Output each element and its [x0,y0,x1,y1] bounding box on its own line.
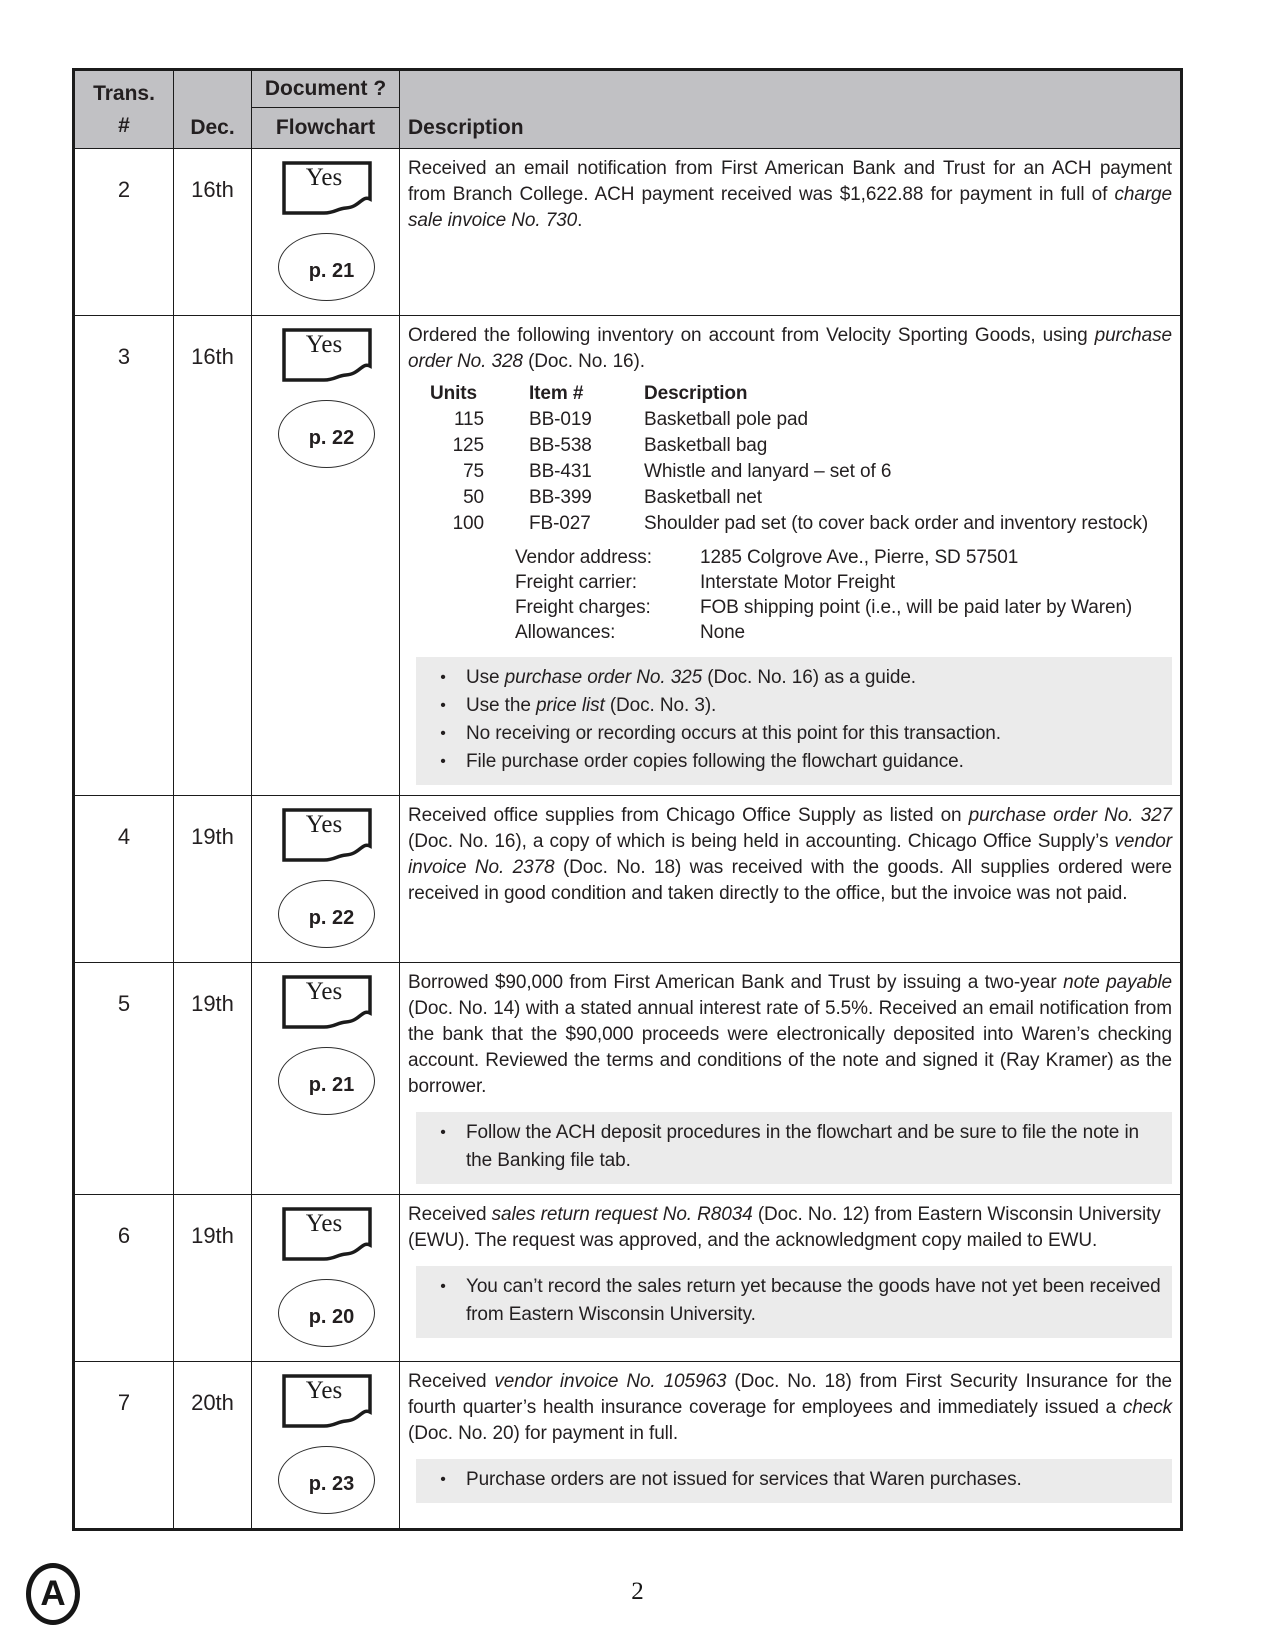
item-cell: BB-538 [529,435,592,456]
bullet-text: Use purchase order No. 325 (Doc. No. 16) as a guide. [466,667,916,688]
info-row [515,595,1172,620]
item-cell: 115 [454,409,484,430]
transaction-row [74,796,1182,963]
note-bullets [416,1459,1172,1503]
note-bullet [416,1273,1166,1329]
description-paragraph: Received sales return request No. R8034 (Doc. No. 12) from Eastern Wisconsin University (EWU). The request was approved, and the acknowledgment copy mailed to EWU. [408,1204,1161,1251]
transaction-date: 16th [174,149,252,316]
bullet-dot-icon: • [440,1278,446,1295]
flowchart-cell [252,316,400,796]
transaction-date: 16th [174,316,252,796]
transaction-number: 7 [74,1362,174,1530]
item-row [424,407,1172,433]
flowchart-page-ref: p. 20 [308,1305,355,1328]
item-row [424,485,1172,511]
flowchart-cell [252,963,400,1195]
table-header [74,70,1182,149]
flowchart-cell [252,149,400,316]
header-flowchart [252,108,400,149]
header-description-label: Description [408,116,524,139]
flowchart-page-connector [278,233,375,301]
item-row [424,433,1172,459]
description-paragraph: Received vendor invoice No. 105963 (Doc. No. 18) from First Security Insurance for the fourth quarter’s health insurance coverage for employees and immediately issued a check (Doc. No. 20) for payment in full. [408,1371,1173,1444]
description-paragraph: Ordered the following inventory on account from Velocity Sporting Goods, using purchase order No. 328 (Doc. No. 16). [408,325,1172,372]
item-cell: Basketball pole pad [644,409,808,430]
header-dec-label: Dec. [190,116,235,139]
item-row [424,459,1172,485]
transaction-date: 20th [174,1362,252,1530]
header-description [400,70,1182,149]
bullet-dot-icon: • [440,753,446,770]
transaction-row [74,1362,1182,1530]
flowchart-page-connector [278,1279,375,1347]
note-bullet [416,692,1166,720]
transaction-number: 4 [74,796,174,963]
item-cell: Shoulder pad set (to cover back order and inventory restock) [644,513,1149,534]
bullet-text: You can’t record the sales return yet because the goods have not yet been received from Eastern Wisconsin University. [466,1276,1161,1325]
transaction-number: 5 [74,963,174,1195]
flowchart-page-ref: p. 22 [308,426,355,449]
flowchart-page-ref: p. 23 [308,1472,355,1495]
info-row [515,620,1172,645]
note-bullet [416,720,1166,748]
transaction-date: 19th [174,796,252,963]
description-paragraph: Received an email notification from First American Bank and Trust for an ACH payment from Branch College. ACH payment received was $1,622.88 for payment in full of charge sale invoice No. 730. [408,158,1172,231]
flowchart-page-connector [278,880,375,948]
document-symbol-label: Yes [305,1377,343,1404]
info-label: Allowances: [515,622,616,643]
document-symbol-label: Yes [305,811,343,838]
info-row [515,570,1172,595]
header-number-sign: # [118,113,130,137]
bullet-dot-icon: • [440,669,446,686]
transaction-date: 19th [174,963,252,1195]
document-flowchart-symbol [282,975,372,1031]
note-bullet [416,664,1166,692]
item-cell: BB-399 [529,487,592,508]
item-cell: 100 [452,513,484,534]
bullet-dot-icon: • [440,1124,446,1141]
item-cell: Basketball bag [644,435,768,456]
table-body [74,149,1182,1530]
info-value: Interstate Motor Freight [700,572,896,593]
items-header-cell: Description [644,383,748,404]
flowchart-page-connector [278,1047,375,1115]
transaction-row [74,1195,1182,1362]
item-cell: 125 [452,435,484,456]
note-bullets [416,1266,1172,1338]
document-symbol-label: Yes [305,1210,343,1237]
transaction-number: 2 [74,149,174,316]
order-info [515,545,1172,645]
item-cell: Whistle and lanyard – set of 6 [644,461,892,482]
flowchart-page-ref: p. 21 [308,1073,355,1096]
note-bullet [416,1119,1166,1175]
document-symbol-label: Yes [305,164,343,191]
items-header-cell: Item # [529,383,584,404]
transaction-row [74,963,1182,1195]
item-cell: 50 [463,487,484,508]
flowchart-page-connector [278,1446,375,1514]
description-cell [400,1362,1182,1530]
bullet-text: Purchase orders are not issued for services that Waren purchases. [466,1469,1022,1490]
info-value: 1285 Colgrove Ave., Pierre, SD 57501 [700,547,1019,568]
item-cell: BB-019 [529,409,592,430]
note-bullets [416,1112,1172,1184]
item-cell: FB-027 [529,513,591,534]
bullet-text: Use the price list (Doc. No. 3). [466,695,717,716]
header-dec [174,70,252,149]
description-paragraph: Borrowed $90,000 from First American Bank and Trust by issuing a two-year note payable (Doc. No. 14) with a stated annual interest rate of 5.5%. Received an email notification from the bank that the $90,000 proceeds were electronically deposited into Waren’s checking account. Reviewed the terms and conditions of the note and signed it (Ray Kramer) as the borrower. [408,972,1172,1097]
transaction-row [74,149,1182,316]
header-flowchart-label: Flowchart [275,116,376,139]
flowchart-cell [252,796,400,963]
description-cell [400,316,1182,796]
bullet-dot-icon: • [440,697,446,714]
description-cell [400,1195,1182,1362]
header-trans-label: Trans. [93,81,155,105]
items-header-cell: Units [430,383,478,404]
document-flowchart-symbol [282,161,372,217]
bullet-dot-icon: • [440,725,446,742]
bullet-text: No receiving or recording occurs at this point for this transaction. [466,723,1001,744]
flowchart-cell [252,1195,400,1362]
bullet-text: File purchase order copies following the flowchart guidance. [466,751,964,772]
flowchart-page-ref: p. 21 [308,259,355,282]
document-flowchart-symbol [282,1374,372,1430]
item-cell: Basketball net [644,487,762,508]
header-trans-number [74,70,174,149]
items-header-row [424,381,1172,407]
flowchart-page-connector [278,400,375,468]
bullet-dot-icon: • [440,1471,446,1488]
document-symbol-label: Yes [305,978,343,1005]
flowchart-page-ref: p. 22 [308,906,355,929]
page-number: 2 [631,1578,644,1605]
transaction-number: 3 [74,316,174,796]
section-a-badge: A [26,1563,80,1625]
description-cell [400,963,1182,1195]
info-label: Vendor address: [515,547,652,568]
bullet-text: Follow the ACH deposit procedures in the flowchart and be sure to file the note in the Banking file tab. [466,1122,1140,1171]
flowchart-cell [252,1362,400,1530]
info-value: None [700,622,746,643]
header-document-label: Document ? [264,77,387,100]
info-label: Freight charges: [515,597,651,618]
item-cell: BB-431 [529,461,592,482]
item-cell: 75 [463,461,484,482]
info-row [515,545,1172,570]
inventory-items-table [424,381,1172,537]
document-symbol-label: Yes [305,331,343,358]
info-value: FOB shipping point (i.e., will be paid later by Waren) [700,597,1133,618]
document-flowchart-symbol [282,808,372,864]
description-cell [400,796,1182,963]
transaction-number: 6 [74,1195,174,1362]
info-label: Freight carrier: [515,572,637,593]
transactions-table [72,68,1183,1531]
transaction-date: 19th [174,1195,252,1362]
note-bullet [416,748,1166,776]
document-flowchart-symbol [282,1207,372,1263]
transaction-row [74,316,1182,796]
description-cell [400,149,1182,316]
description-paragraph: Received office supplies from Chicago Office Supply as listed on purchase order No. 327 (Doc. No. 16), a copy of which is being held in accounting. Chicago Office Supply’s vendor invoice No. 2378 (Doc. No. 18) was received with the goods. All supplies ordered were received in good condition and taken directly to the office, but the invoice was not paid. [408,805,1173,904]
note-bullet [416,1466,1166,1494]
note-bullets [416,657,1172,785]
header-document [252,70,400,108]
document-flowchart-symbol [282,328,372,384]
item-row [424,511,1172,537]
